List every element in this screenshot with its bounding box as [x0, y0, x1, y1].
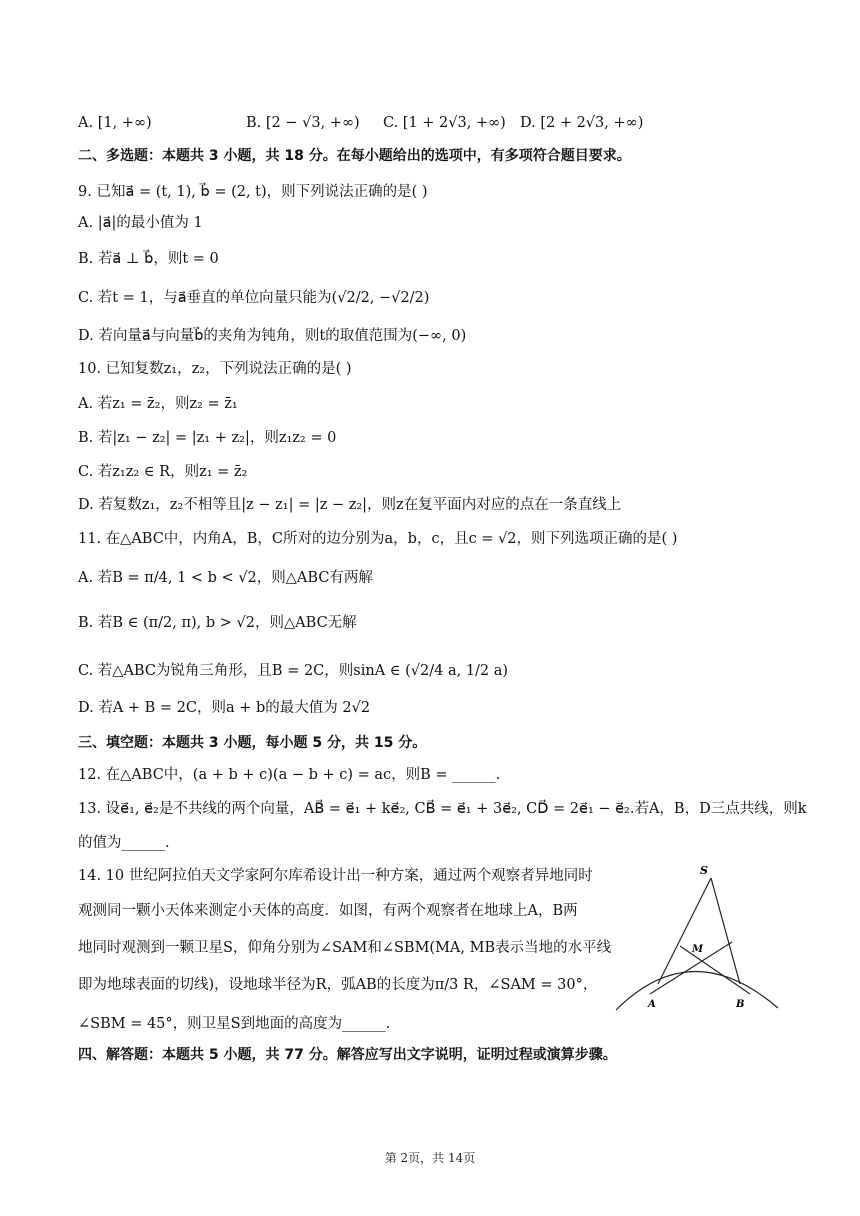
satellite-observation-figure	[612, 862, 782, 1024]
q8-option-b: B. [2 − √3, +∞)	[246, 115, 360, 131]
tangent-at-a	[650, 942, 732, 994]
q14-line-4: 即为地球表面的切线)，设地球半径为R，弧AB的长度为π/3 R，∠SAM = 30°，	[78, 977, 598, 993]
q8-option-c: C. [1 + 2√3, +∞)	[383, 115, 506, 131]
q14-line-2: 观测同一颗小天体来测定小天体的高度．如图，有两个观察者在地球上A，B两	[78, 903, 578, 919]
label-m: M	[692, 944, 704, 955]
q9-option-d: D. 若向量a⃗与向量b⃗的夹角为钝角，则t的取值范围为(−∞, 0)	[78, 328, 467, 344]
q9-option-b: B. 若a⃗ ⊥ b⃗，则t = 0	[78, 251, 219, 267]
q10-option-c: C. 若z₁z₂ ∈ R，则z₁ = z̄₂	[78, 464, 248, 480]
section3-heading: 三、填空题：本题共 3 小题，每小题 5 分，共 15 分。	[78, 735, 427, 751]
q9-stem: 9. 已知a⃗ = (t, 1), b⃗ = (2, t)，则下列说法正确的是( )	[78, 184, 428, 200]
q9-option-c: C. 若t = 1，与a⃗垂直的单位向量只能为(√2/2, −√2/2)	[78, 290, 430, 306]
label-a: A	[648, 999, 656, 1010]
label-b: B	[736, 999, 745, 1010]
q10-option-d: D. 若复数z₁，z₂不相等且|z − z₁| = |z − z₂|，则z在复平面内对应的点在一条直线上	[78, 497, 622, 513]
q12-text: 12. 在△ABC中，(a + b + c)(a − b + c) = ac，则B = ______.	[78, 767, 501, 783]
earth-surface-arc	[616, 971, 778, 1010]
q13-line-2: 的值为______.	[78, 835, 170, 851]
section2-heading: 二、多选题：本题共 3 小题，共 18 分。在每小题给出的选项中，有多项符合题目要求。	[78, 148, 631, 164]
q8-option-d: D. [2 + 2√3, +∞)	[520, 115, 644, 131]
q10-stem: 10. 已知复数z₁，z₂，下列说法正确的是( )	[78, 361, 352, 377]
q14-line-3: 地同时观测到一颗卫星S，仰角分别为∠SAM和∠SBM(MA, MB表示当地的水平线	[78, 940, 612, 956]
label-s: S	[700, 864, 708, 877]
page-footer: 第 2页，共 14页	[384, 1151, 476, 1165]
q11-stem: 11. 在△ABC中，内角A，B，C所对的边分别为a，b，c，且c = √2，则下列选项正确的是( )	[78, 531, 678, 547]
q11-option-a: A. 若B = π/4, 1 < b < √2，则△ABC有两解	[78, 570, 373, 586]
q11-option-b: B. 若B ∈ (π/2, π), b > √2，则△ABC无解	[78, 615, 357, 631]
q8-options	[78, 113, 644, 133]
q10-option-a: A. 若z₁ = z̄₂，则z₂ = z̄₁	[78, 396, 238, 412]
q14-line-5: ∠SBM = 45°，则卫星S到地面的高度为______.	[78, 1016, 391, 1032]
line-bs	[711, 878, 740, 984]
section4-heading: 四、解答题：本题共 5 小题，共 77 分。解答应写出文字说明，证明过程或演算步骤。	[78, 1047, 617, 1063]
q8-option-a: A. [1, +∞)	[78, 115, 152, 131]
q13-line-1: 13. 设e⃗₁, e⃗₂是不共线的两个向量，AB⃗ = e⃗₁ + ke⃗₂, CB⃗ = e⃗₁ + 3e⃗₂, CD⃗ = 2e⃗₁ − e⃗₂.若A，B，D三点共线，则k	[78, 801, 807, 817]
q14-line-1: 14. 10 世纪阿拉伯天文学家阿尔库希设计出一种方案，通过两个观察者异地同时	[78, 868, 593, 884]
line-as	[658, 878, 711, 984]
q11-option-d: D. 若A + B = 2C，则a + b的最大值为 2√2	[78, 700, 371, 716]
q10-option-b: B. 若|z₁ − z₂| = |z₁ + z₂|，则z₁z₂ = 0	[78, 430, 337, 446]
q9-option-a: A. |a⃗|的最小值为 1	[78, 215, 203, 231]
q11-option-c: C. 若△ABC为锐角三角形，且B = 2C，则sinA ∈ (√2/4 a, 1/2 a)	[78, 663, 509, 679]
